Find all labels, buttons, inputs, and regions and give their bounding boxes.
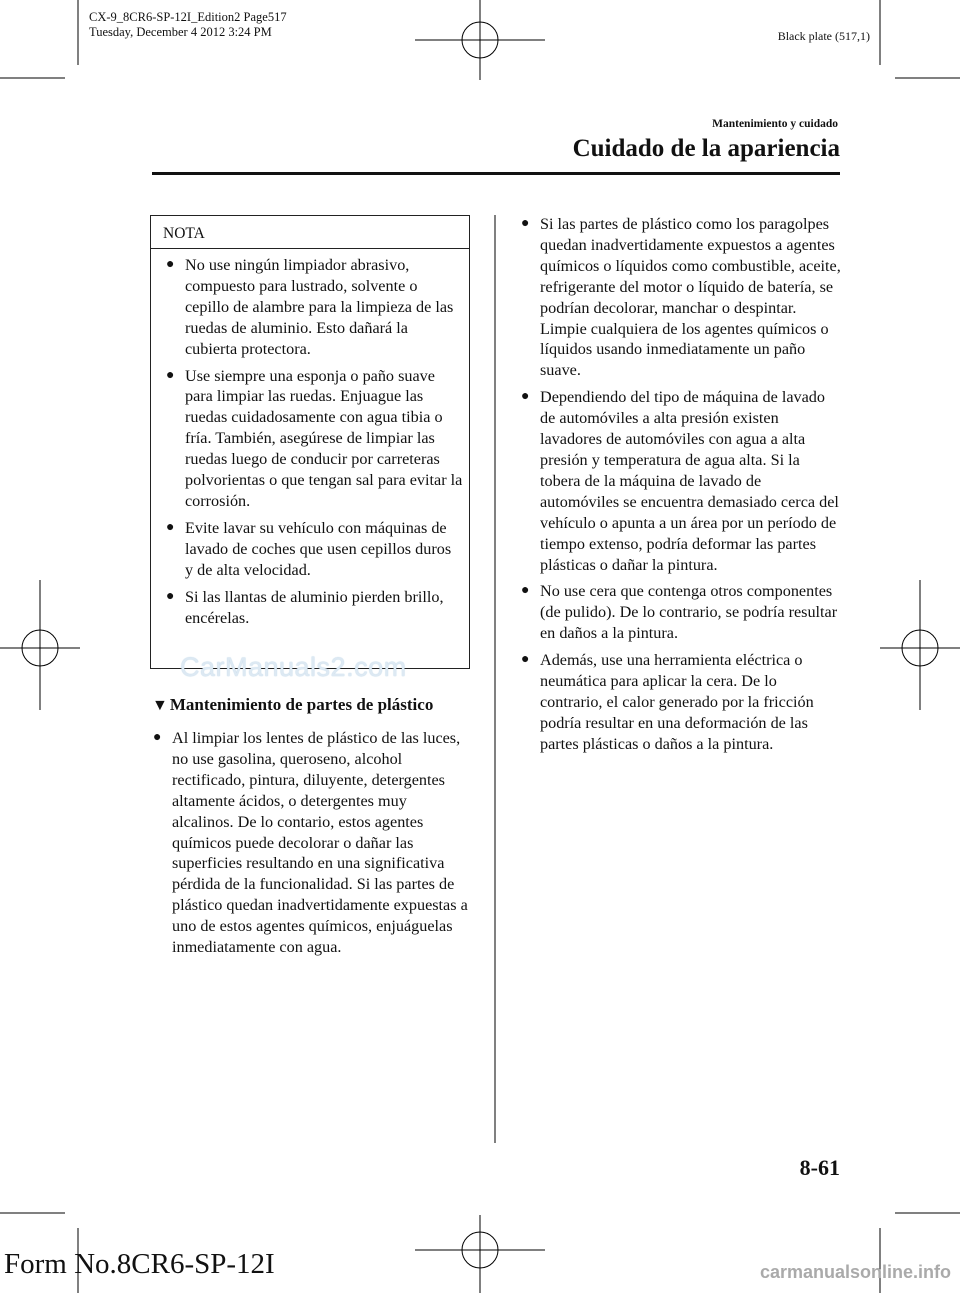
list-item: ● Además, use una herramienta eléctrica o neumática para aplicar la cera. De lo contrario, el calor generado por la fricción podría resultar en una deformación de las partes plásticas o daños a la pintura.	[521, 651, 814, 753]
note-item: ● No use ningún limpiador abrasivo, compuesto para lustrado, solvente o cepillo de alambre para la limpieza de las ruedas de aluminio. Esto dañará la cubierta protectora.	[166, 256, 454, 358]
list-item: ● Dependiendo del tipo de máquina de lavado de automóviles a alta presión existen lavadores de automóviles con agua a alta presión y temperatura de agua alta. Si la tobera de la máquina de lavado de automóviles se encuentra demasiado cerca del vehículo o apunta a un área por un período de tiempo extenso, podría deformar las partes plásticas o dañar la pintura.	[521, 388, 839, 574]
page-title: Cuidado de la apariencia	[572, 135, 840, 162]
bullet-icon: ●	[166, 257, 175, 272]
print-date-line: Tuesday, December 4 2012 3:24 PM	[89, 25, 272, 39]
bullet-icon: ●	[521, 652, 530, 668]
print-file-line: CX-9_8CR6-SP-12I_Edition2 Page517	[89, 10, 287, 24]
list-item: ● No use cera que contenga otros componentes (de pulido). De lo contrario, se podría resultar en daños a la pintura.	[521, 582, 838, 643]
triangle-icon: ▼	[152, 697, 168, 714]
bullet-icon: ●	[166, 519, 175, 535]
watermark-logo: CarManuals2.com	[180, 652, 407, 682]
right-list	[518, 214, 842, 761]
note-box	[150, 215, 470, 669]
note-item: ● Evite lavar su vehículo con máquinas de lavado de coches que usen cepillos duros y de alta velocidad.	[166, 518, 452, 579]
section-heading: ▼ Mantenimiento de partes de plástico	[152, 695, 434, 714]
plastic-list	[150, 728, 470, 964]
print-metadata	[89, 10, 409, 40]
page-number: 8-61	[799, 1155, 840, 1180]
form-number: Form No.8CR6-SP-12I	[4, 1248, 275, 1280]
note-item: ● Si las llantas de aluminio pierden brillo, encérelas.	[166, 587, 444, 627]
bullet-icon: ●	[521, 216, 530, 231]
section-label: Mantenimiento y cuidado	[712, 118, 838, 130]
list-item: ● Si las partes de plástico como los paragolpes quedan inadvertidamente expuestos a agentes químicos o líquidos como combustible, aceite, refrigerante del motor o líquido de batería, se podrían decolorar, manchar o despintar. Limpie cualquiera de los agentes químicos o líquidos usando inmediatamente un paño suave.	[521, 215, 841, 380]
site-watermark: carmanualsonline.info	[760, 1262, 952, 1282]
note-title: NOTA	[151, 216, 469, 249]
bullet-icon: ●	[166, 367, 175, 383]
bullet-icon: ●	[153, 730, 162, 745]
bullet-icon: ●	[521, 583, 530, 599]
note-item: ● Use siempre una esponja o paño suave para limpiar las ruedas. Enjuague las ruedas cuidadosamente con agua tibia o fría. También, asegúrese de limpiar las ruedas luego de conducir por carreteras polvorientas o que tengan sal para evitar la corrosión.	[166, 366, 463, 510]
black-plate-label: Black plate (517,1)	[777, 29, 870, 43]
list-item: ● Al limpiar los lentes de plástico de las luces, no use gasolina, queroseno, alcohol rectificado, pintura, diluyente, detergentes altamente ácidos, o detergentes muy alcalinos. De lo contario, estos agentes químicos puede decolorar o dañar las superficies resultando en una significativa pérdida de la funcionalidad. Si las partes de plástico quedan inadvertidamente expuestas a uno de estos agentes químicos, enjuáguelas inmediatamente con agua.	[153, 729, 468, 957]
bullet-icon: ●	[521, 389, 530, 405]
bullet-icon: ●	[166, 588, 175, 604]
note-list	[151, 249, 469, 638]
header-rule	[152, 172, 840, 175]
